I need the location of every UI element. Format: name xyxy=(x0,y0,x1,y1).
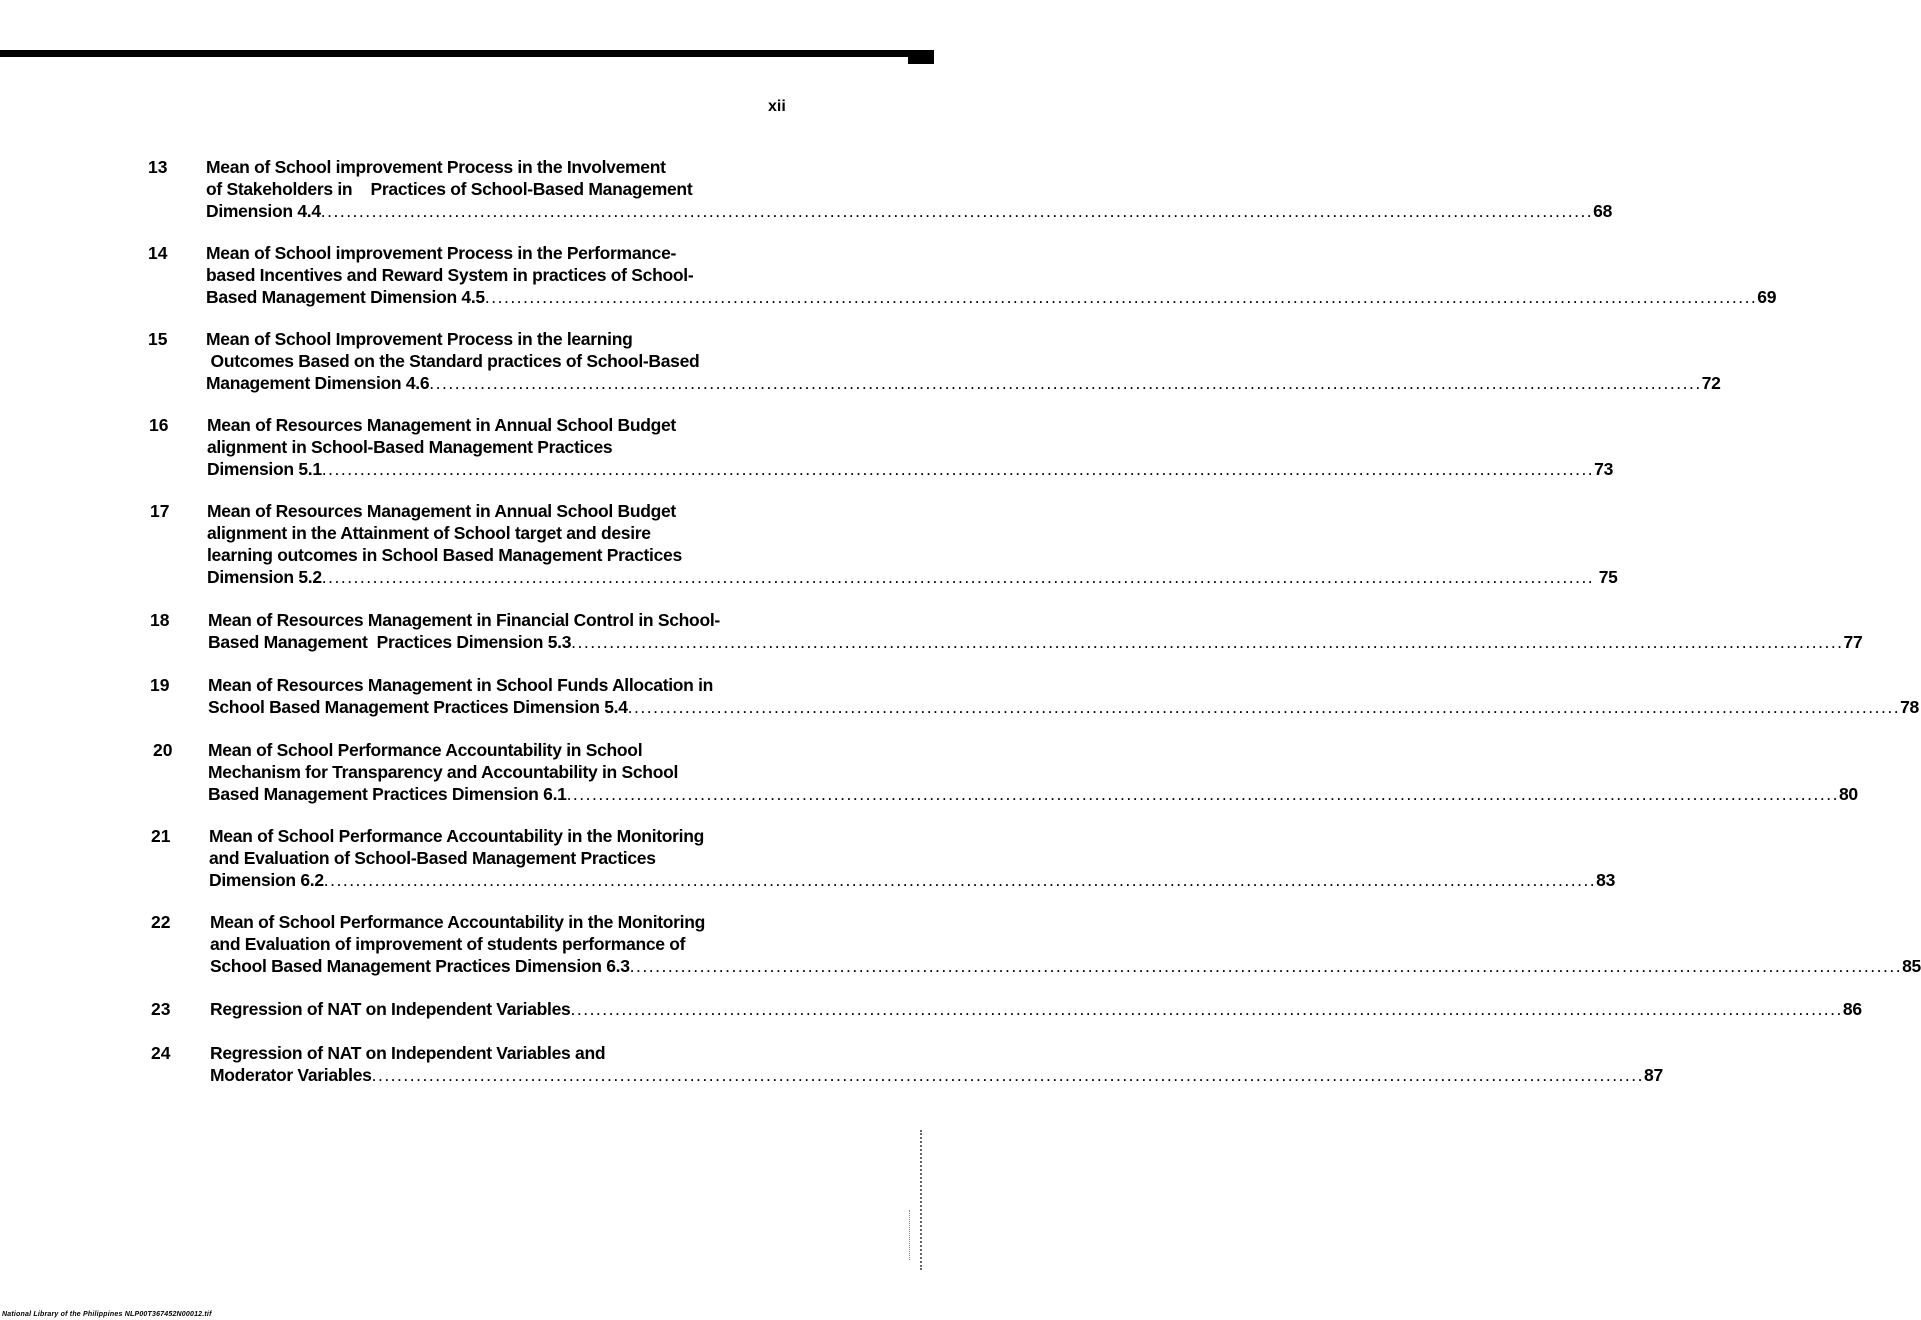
page-reference: 78 xyxy=(1900,697,1919,717)
page-reference: 86 xyxy=(1842,999,1862,1019)
entry-title xyxy=(207,500,1618,588)
entry-last-line xyxy=(206,200,1613,222)
entry-title xyxy=(206,328,1721,394)
scan-edge-marks xyxy=(920,1130,930,1270)
entry-title-line: and Evaluation of School-Based Management Practices xyxy=(209,848,656,868)
entry-title-end: Regression of NAT on Independent Variables xyxy=(210,999,571,1019)
entry-title-end: Dimension 5.1 xyxy=(207,459,322,479)
entry-number: 14 xyxy=(148,243,168,263)
entry-title xyxy=(210,911,1921,977)
entry-title-line: Mean of School improvement Process in the Involvement xyxy=(206,157,666,177)
entry-last-line xyxy=(208,631,1863,653)
dot-leader: ........................................................................................................................................................................................................ xyxy=(627,697,1901,717)
entry-title-end: Based Management Practices Dimension 6.1 xyxy=(208,784,567,804)
page-number: xii xyxy=(768,98,786,115)
entry-title-line: based Incentives and Reward System in practices of School- xyxy=(206,265,694,285)
entry-title-end: School Based Management Practices Dimension 5.4 xyxy=(208,697,628,717)
entry-last-line xyxy=(206,372,1721,394)
entry-title xyxy=(206,156,1613,222)
entry-number: 19 xyxy=(150,675,170,695)
dot-leader: ........................................................................................................................................................................................................ xyxy=(323,870,1597,890)
page-reference: 80 xyxy=(1838,784,1858,804)
dot-leader: ........................................................................................................................................................................................................ xyxy=(570,999,1843,1019)
entry-title-line: of Stakeholders in Practices of School-Based Management xyxy=(206,179,693,199)
entry-title xyxy=(208,609,1863,653)
entry-last-line xyxy=(209,869,1616,891)
dot-leader: ........................................................................................................................................................................................................ xyxy=(429,373,1702,393)
entry-title xyxy=(206,242,1777,308)
entry-number: 20 xyxy=(153,740,173,760)
entry-title-line: Outcomes Based on the Standard practices of School-Based xyxy=(206,351,700,371)
entry-title-line: Mean of Resources Management in Financial Control in School- xyxy=(208,610,720,630)
entry-title-line: alignment in the Attainment of School target and desire xyxy=(207,523,651,543)
entry-title-end: Dimension 4.4 xyxy=(206,201,321,221)
page-reference: 72 xyxy=(1701,373,1721,393)
page-reference: 68 xyxy=(1593,201,1613,221)
entry-title-line: Mean of School Performance Accountability in the Monitoring xyxy=(209,826,705,846)
entry-number: 17 xyxy=(150,501,170,521)
entry-last-line xyxy=(207,458,1614,480)
entry-last-line xyxy=(208,783,1858,805)
entry-title-line: Mean of School improvement Process in the Performance- xyxy=(206,243,677,263)
entry-number: 15 xyxy=(148,329,168,349)
entry-title-line: Mean of School Performance Accountability in School xyxy=(208,740,643,760)
dot-leader: ........................................................................................................................................................................................................ xyxy=(571,632,1844,652)
entry-title xyxy=(207,414,1614,480)
entry-number: 24 xyxy=(151,1043,171,1063)
page-reference: 69 xyxy=(1757,287,1777,307)
entry-title-line: Mean of School Improvement Process in the learning xyxy=(206,329,633,349)
dot-leader: ........................................................................................................................................................................................................ xyxy=(629,956,1903,976)
dot-leader: ........................................................................................................................................................................................................ xyxy=(321,459,1595,479)
entry-number: 16 xyxy=(149,415,169,435)
dot-leader: ........................................................................................................................................................................................................ xyxy=(566,784,1839,804)
entry-last-line xyxy=(208,696,1919,718)
entry-last-line xyxy=(210,998,1862,1020)
entry-number: 23 xyxy=(151,999,171,1019)
entry-number: 13 xyxy=(148,157,168,177)
entry-title-line: alignment in School-Based Management Practices xyxy=(207,437,613,457)
entry-number: 21 xyxy=(151,826,171,846)
entry-title xyxy=(210,1042,1663,1086)
entry-last-line xyxy=(210,955,1921,977)
page-reference: 75 xyxy=(1594,567,1618,587)
entry-title xyxy=(209,825,1616,891)
entry-title-end: Dimension 5.2 xyxy=(207,567,322,587)
page-reference: 73 xyxy=(1594,459,1614,479)
page-reference: 85 xyxy=(1902,956,1921,976)
scan-footer: National Library of the Philippines NLP00T367452N00012.tif xyxy=(2,1311,212,1318)
entry-title-line: learning outcomes in School Based Management Practices xyxy=(207,545,682,565)
entry-title-end: School Based Management Practices Dimension 6.3 xyxy=(210,956,630,976)
scan-edge-marks-inner xyxy=(909,1210,912,1260)
entry-last-line xyxy=(207,566,1618,588)
dot-leader: ........................................................................................................................................................................................................ xyxy=(320,201,1594,221)
entry-title-end: Dimension 6.2 xyxy=(209,870,324,890)
entry-last-line xyxy=(206,286,1777,308)
entry-title-line: Mechanism for Transparency and Accountability in School xyxy=(208,762,679,782)
entry-title xyxy=(208,739,1858,805)
entry-title-end: Based Management Practices Dimension 5.3 xyxy=(208,632,572,652)
entry-last-line xyxy=(210,1064,1663,1086)
page-reference: 77 xyxy=(1843,632,1863,652)
entry-title-line: Mean of Resources Management in School Funds Allocation in xyxy=(208,675,714,695)
page-reference: 83 xyxy=(1596,870,1616,890)
entry-title-line: Mean of Resources Management in Annual School Budget xyxy=(207,501,676,521)
dot-leader: ........................................................................................................................................................................................................ xyxy=(321,567,1595,587)
page-reference: 87 xyxy=(1644,1065,1663,1085)
entry-title-end: Moderator Variables xyxy=(210,1065,372,1085)
top-edge-block xyxy=(908,54,934,64)
dot-leader: ........................................................................................................................................................................................................ xyxy=(371,1065,1645,1085)
entry-title-line: and Evaluation of improvement of students performance of xyxy=(210,934,686,954)
entry-number: 22 xyxy=(151,912,171,932)
entry-title-end: Based Management Dimension 4.5 xyxy=(206,287,485,307)
entry-number: 18 xyxy=(150,610,170,630)
dot-leader: ........................................................................................................................................................................................................ xyxy=(484,287,1758,307)
entry-title xyxy=(208,674,1919,718)
entry-title xyxy=(210,998,1862,1020)
entry-title-line: Regression of NAT on Independent Variables and xyxy=(210,1043,606,1063)
top-rule xyxy=(0,50,934,57)
entry-title-line: Mean of School Performance Accountability in the Monitoring xyxy=(210,912,706,932)
entry-title-end: Management Dimension 4.6 xyxy=(206,373,430,393)
entry-title-line: Mean of Resources Management in Annual School Budget xyxy=(207,415,676,435)
